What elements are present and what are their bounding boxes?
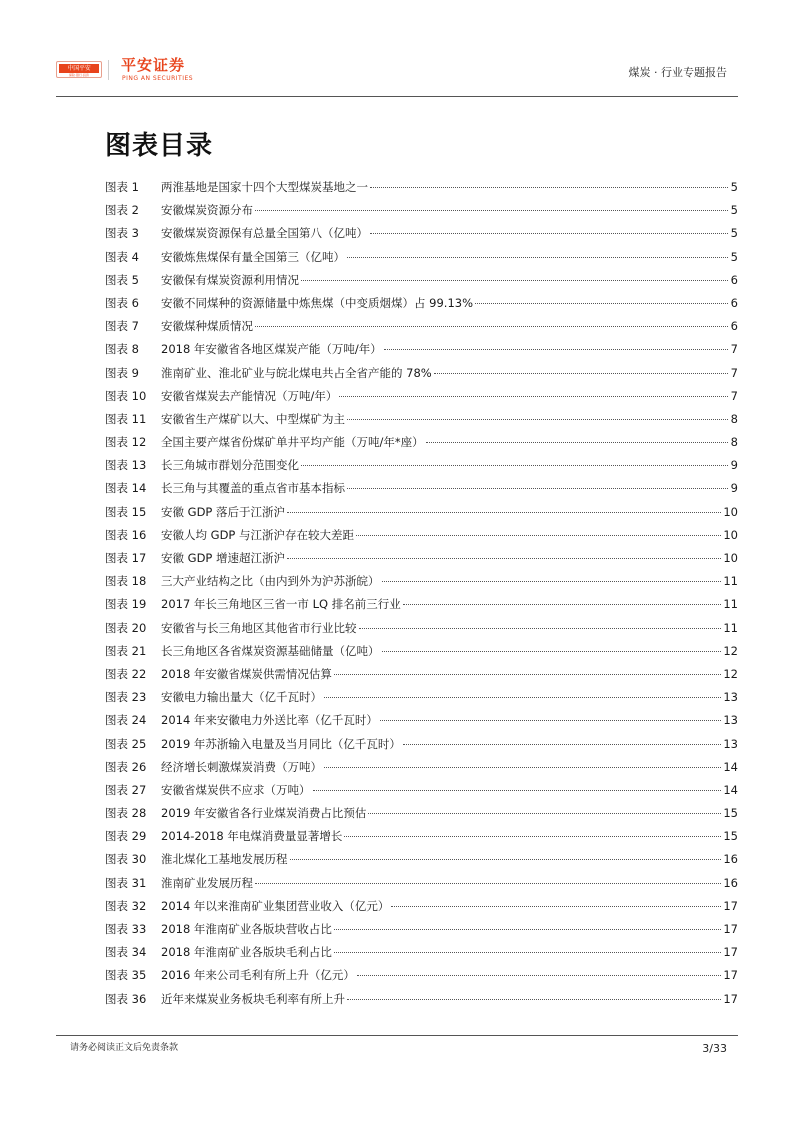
toc-figure-label: 图表 31 [105, 875, 147, 890]
toc-page-number: 15 [723, 806, 738, 821]
toc-figure-title: 安徽人均 GDP 与江浙沪存在较大差距 [161, 527, 355, 542]
footer-divider [56, 1035, 738, 1036]
toc-entry[interactable] [105, 571, 738, 594]
toc-page-number: 11 [723, 620, 738, 635]
brand-subtitle: PING AN SECURITIES [122, 75, 194, 82]
toc-figure-title: 2014-2018 年电煤消费量显著增长 [161, 829, 343, 844]
toc-entry[interactable] [105, 525, 738, 548]
toc-page-number: 16 [723, 852, 738, 867]
toc-entry[interactable] [105, 200, 738, 223]
toc-figure-title: 2016 年来公司毛利有所上升（亿元） [161, 968, 355, 983]
toc-figure-title: 长三角地区各省煤炭资源基础储量（亿吨） [161, 643, 380, 658]
toc-figure-label: 图表 12 [105, 435, 147, 450]
toc-dot-leader [313, 790, 722, 791]
toc-figure-label: 图表 21 [105, 643, 147, 658]
toc-figure-label: 图表 15 [105, 504, 147, 519]
toc-figure-title: 安徽 GDP 增速超江浙沪 [161, 551, 286, 565]
toc-figure-label: 图表 1 [105, 180, 139, 194]
toc-entry[interactable] [105, 780, 738, 803]
toc-entry[interactable] [105, 502, 738, 525]
page-header [0, 0, 793, 100]
toc-figure-title: 淮南矿业、淮北矿业与皖北煤电共占全省产能的 78% [161, 365, 432, 380]
toc-figure-label: 图表 23 [105, 690, 147, 705]
toc-figure-title: 近年来煤炭业务板块毛利率有所上升 [161, 991, 345, 1006]
toc-figure-label: 图表 26 [105, 759, 147, 774]
toc-entry[interactable] [105, 270, 738, 293]
toc-page-number: 17 [723, 968, 738, 983]
toc-dot-leader [255, 883, 721, 884]
toc-dot-leader [324, 697, 721, 698]
toc-dot-leader [403, 744, 721, 745]
toc-dot-leader [434, 373, 728, 374]
toc-figure-label: 图表 3 [105, 226, 139, 241]
toc-page-number: 8 [730, 435, 738, 450]
page-title: 图表目录 [105, 131, 214, 161]
toc-page-number: 12 [723, 643, 738, 658]
toc-page-number: 10 [723, 527, 738, 542]
toc-figure-label: 图表 17 [105, 551, 147, 565]
toc-figure-title: 安徽省煤炭去产能情况（万吨/年） [161, 388, 338, 403]
toc-figure-title: 安徽炼焦煤保有量全国第三（亿吨） [161, 249, 345, 264]
toc-figure-title: 2019 年苏浙输入电量及当月同比（亿千瓦时） [161, 736, 401, 751]
toc-figure-title: 淮南矿业发展历程 [161, 875, 253, 890]
toc-figure-title: 安徽保有煤炭资源利用情况 [161, 272, 299, 287]
toc-figure-label: 图表 36 [105, 991, 147, 1006]
toc-dot-leader [301, 280, 728, 281]
toc-page-number: 7 [730, 365, 738, 380]
toc-figure-title: 全国主要产煤省份煤矿单井平均产能（万吨/年*座） [161, 435, 424, 450]
toc-figure-title: 2017 年长三角地区三省一市 LQ 排名前三行业 [161, 597, 401, 612]
toc-page-number: 11 [723, 597, 738, 612]
toc-entry[interactable] [105, 618, 738, 641]
toc-figure-label: 图表 5 [105, 272, 139, 287]
toc-figure-title: 2018 年安徽省各地区煤炭产能（万吨/年） [161, 342, 382, 357]
toc-dot-leader [380, 720, 721, 721]
toc-page-number: 14 [723, 782, 738, 797]
logo-divider [108, 60, 109, 80]
toc-figure-title: 2014 年来安徽电力外送比率（亿千瓦时） [161, 713, 378, 728]
toc-entry[interactable] [105, 548, 738, 571]
toc-figure-title: 安徽煤炭资源分布 [161, 203, 253, 218]
toc-figure-label: 图表 14 [105, 481, 147, 496]
toc-entry[interactable] [105, 803, 738, 826]
toc-figure-title: 三大产业结构之比（由内到外为沪苏浙皖） [161, 574, 380, 589]
toc-figure-title: 安徽省与长三角地区其他省市行业比较 [161, 620, 357, 635]
toc-dot-leader [347, 419, 728, 420]
toc-page-number: 16 [723, 875, 738, 890]
toc-entry[interactable] [105, 386, 738, 409]
toc-entry[interactable] [105, 989, 738, 1012]
logo-badge-bottom: 保险·银行·投资 [69, 73, 89, 77]
toc-figure-label: 图表 10 [105, 388, 147, 403]
toc-dot-leader [368, 813, 721, 814]
toc-page-number: 13 [723, 690, 738, 705]
toc-dot-leader [370, 187, 728, 188]
toc-figure-title: 2018 年安徽省煤炭供需情况估算 [161, 666, 332, 681]
toc-page-number: 17 [723, 898, 738, 913]
toc-page-number: 5 [730, 249, 738, 264]
toc-page-number: 13 [723, 713, 738, 728]
toc-entry[interactable] [105, 293, 738, 316]
toc-figure-title: 安徽煤种煤质情况 [161, 319, 253, 334]
toc-entry[interactable] [105, 664, 738, 687]
toc-figure-label: 图表 28 [105, 806, 147, 821]
toc-page-number: 5 [730, 226, 738, 241]
toc-figure-title: 安徽 GDP 落后于江浙沪 [161, 504, 286, 519]
toc-figure-label: 图表 8 [105, 342, 139, 357]
toc-figure-label: 图表 19 [105, 597, 147, 612]
toc-dot-leader [339, 396, 728, 397]
toc-figure-label: 图表 34 [105, 945, 147, 960]
toc-page-number: 6 [730, 272, 738, 287]
toc-entry[interactable] [105, 641, 738, 664]
header-divider [56, 96, 738, 97]
toc-page-number: 7 [730, 342, 738, 357]
toc-entry[interactable] [105, 687, 738, 710]
toc-page-number: 11 [723, 574, 738, 589]
toc-entry[interactable] [105, 896, 738, 919]
toc-dot-leader [391, 906, 721, 907]
toc-entry[interactable] [105, 965, 738, 988]
toc-dot-leader [347, 999, 721, 1000]
toc-page-number: 10 [723, 551, 738, 565]
toc-figure-label: 图表 27 [105, 782, 147, 797]
toc-dot-leader [403, 604, 722, 605]
toc-figure-label: 图表 4 [105, 249, 139, 264]
footer-page-number: 3/33 [702, 1042, 727, 1055]
toc-dot-leader [382, 651, 722, 652]
toc-figure-label: 图表 6 [105, 295, 139, 310]
toc-figure-label: 图表 7 [105, 319, 139, 334]
toc-dot-leader [287, 512, 721, 513]
toc-page-number: 5 [730, 203, 738, 218]
toc-page-number: 8 [730, 411, 738, 426]
toc-entry[interactable] [105, 455, 738, 478]
toc-figure-title: 长三角城市群划分范围变化 [161, 458, 299, 473]
toc-figure-label: 图表 16 [105, 527, 147, 542]
toc-dot-leader [324, 767, 721, 768]
toc-dot-leader [334, 929, 721, 930]
toc-page-number: 17 [723, 922, 738, 936]
toc-page-number: 5 [730, 180, 738, 194]
toc-figure-label: 图表 13 [105, 458, 147, 473]
toc-entry[interactable] [105, 409, 738, 432]
toc-figure-label: 图表 11 [105, 411, 147, 426]
brand-name: 平安证券 [121, 56, 186, 74]
toc-page-number: 17 [723, 991, 738, 1006]
toc-dot-leader [347, 257, 728, 258]
toc-figure-label: 图表 22 [105, 666, 147, 681]
logo-badge-top: 中国平安 [59, 64, 99, 73]
table-of-figures [105, 177, 738, 1012]
toc-dot-leader [357, 975, 721, 976]
toc-dot-leader [370, 233, 728, 234]
toc-entry[interactable] [105, 919, 738, 942]
toc-entry[interactable] [105, 247, 738, 270]
toc-entry[interactable] [105, 363, 738, 386]
toc-figure-label: 图表 18 [105, 574, 147, 589]
toc-figure-title: 安徽省煤炭供不应求（万吨） [161, 782, 311, 797]
toc-figure-label: 图表 9 [105, 365, 139, 380]
toc-figure-label: 图表 35 [105, 968, 147, 983]
toc-dot-leader [301, 465, 728, 466]
toc-figure-title: 安徽不同煤种的资源储量中炼焦煤（中变质烟煤）占 99.13% [161, 295, 474, 310]
toc-entry[interactable] [105, 710, 738, 733]
toc-figure-title: 经济增长刺激煤炭消费（万吨） [161, 759, 322, 774]
toc-page-number: 15 [723, 829, 738, 844]
toc-figure-title: 2014 年以来淮南矿业集团营业收入（亿元） [161, 898, 390, 913]
toc-figure-title: 安徽煤炭资源保有总量全国第八（亿吨） [161, 226, 368, 241]
toc-entry[interactable] [105, 177, 738, 200]
toc-dot-leader [356, 535, 721, 536]
toc-figure-label: 图表 29 [105, 829, 147, 844]
toc-page-number: 13 [723, 736, 738, 751]
toc-dot-leader [255, 210, 728, 211]
toc-entry[interactable] [105, 223, 738, 246]
toc-entry[interactable] [105, 594, 738, 617]
toc-page-number: 7 [730, 388, 738, 403]
toc-page-number: 14 [723, 759, 738, 774]
toc-dot-leader [382, 581, 722, 582]
ping-an-logo [56, 61, 102, 78]
toc-entry[interactable] [105, 849, 738, 872]
toc-dot-leader [255, 326, 728, 327]
toc-page-number: 9 [730, 481, 738, 496]
toc-page-number: 6 [730, 319, 738, 334]
toc-entry[interactable] [105, 826, 738, 849]
toc-figure-label: 图表 33 [105, 922, 147, 936]
toc-figure-label: 图表 25 [105, 736, 147, 751]
toc-figure-title: 2018 年淮南矿业各版块毛利占比 [161, 945, 332, 960]
toc-figure-title: 淮北煤化工基地发展历程 [161, 852, 288, 867]
toc-dot-leader [344, 836, 721, 837]
toc-entry[interactable] [105, 734, 738, 757]
toc-figure-label: 图表 32 [105, 898, 147, 913]
toc-dot-leader [347, 488, 728, 489]
toc-dot-leader [475, 303, 728, 304]
toc-dot-leader [334, 952, 721, 953]
toc-figure-label: 图表 20 [105, 620, 147, 635]
report-type: 煤炭 · 行业专题报告 [628, 66, 727, 79]
toc-entry[interactable] [105, 757, 738, 780]
toc-entry[interactable] [105, 432, 738, 455]
toc-dot-leader [290, 859, 722, 860]
toc-page-number: 10 [723, 504, 738, 519]
toc-entry[interactable] [105, 942, 738, 965]
toc-dot-leader [426, 442, 728, 443]
toc-figure-label: 图表 24 [105, 713, 147, 728]
toc-page-number: 9 [730, 458, 738, 473]
toc-dot-leader [359, 628, 722, 629]
toc-entry[interactable] [105, 478, 738, 501]
toc-page-number: 6 [730, 295, 738, 310]
toc-figure-title: 安徽省生产煤矿以大、中型煤矿为主 [161, 411, 345, 426]
toc-figure-label: 图表 30 [105, 852, 147, 867]
toc-entry[interactable] [105, 339, 738, 362]
toc-figure-label: 图表 2 [105, 203, 139, 218]
toc-page-number: 12 [723, 666, 738, 681]
toc-figure-title: 长三角与其覆盖的重点省市基本指标 [161, 481, 345, 496]
toc-entry[interactable] [105, 316, 738, 339]
toc-figure-title: 2018 年淮南矿业各版块营收占比 [161, 922, 332, 936]
toc-entry[interactable] [105, 873, 738, 896]
footer-disclaimer: 请务必阅读正文后免责条款 [70, 1043, 179, 1053]
toc-dot-leader [287, 558, 721, 559]
toc-dot-leader [384, 349, 728, 350]
toc-figure-title: 2019 年安徽省各行业煤炭消费占比预估 [161, 806, 367, 821]
toc-dot-leader [334, 674, 721, 675]
toc-figure-title: 两淮基地是国家十四个大型煤炭基地之一 [161, 180, 368, 194]
toc-page-number: 17 [723, 945, 738, 960]
toc-figure-title: 安徽电力输出量大（亿千瓦时） [161, 690, 322, 705]
